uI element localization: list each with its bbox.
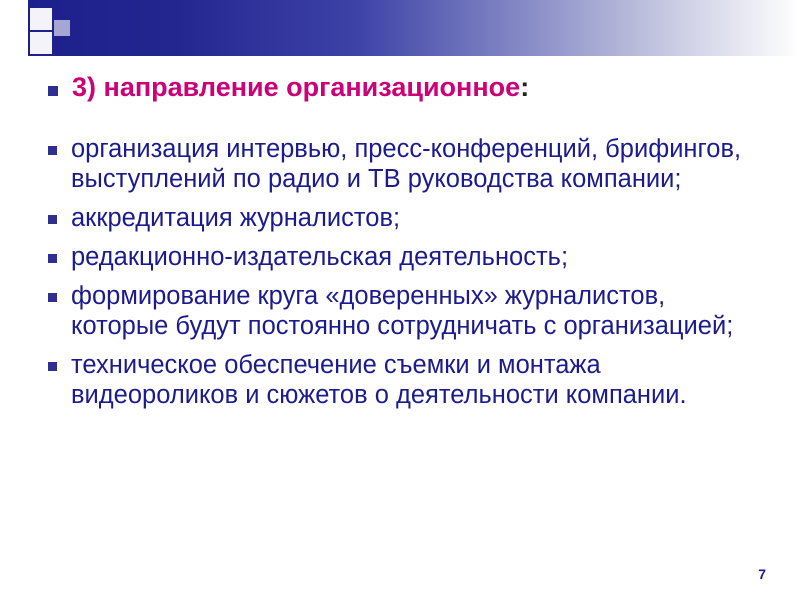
list-item-text: организация интервью, пресс-конференций, брифингов, выступлений по радио и ТВ руководства компании;: [71, 134, 742, 193]
list-item: [48, 242, 760, 272]
bullet-marker-icon: [48, 86, 58, 96]
list-item: [48, 134, 760, 194]
slide-title-row: [48, 72, 760, 104]
slide-title-main: 3) направление организационное: [72, 72, 521, 102]
bullet-marker-icon: [48, 215, 57, 224]
header-square-icon: [54, 20, 70, 36]
header-left-mask: [0, 0, 28, 56]
list-item: [48, 350, 760, 410]
slide-title-tail: :: [520, 72, 530, 102]
slide-title: [72, 72, 760, 104]
header-square-icon: [30, 8, 52, 30]
bullet-marker-icon: [48, 146, 57, 155]
page-number: 7: [758, 566, 766, 582]
list-item: [48, 281, 760, 341]
slide-content: [48, 72, 760, 419]
bullet-marker-icon: [48, 293, 57, 302]
header-decoration-band: [0, 0, 800, 56]
list-item-text: редакционно-издательская деятельность;: [71, 242, 569, 271]
bullet-marker-icon: [48, 254, 57, 263]
bullet-marker-icon: [48, 362, 57, 371]
list-item-text: аккредитация журналистов;: [71, 203, 401, 232]
list-item-text: техническое обеспечение съемки и монтажа видеороликов и сюжетов о деятельности компании.: [71, 351, 687, 410]
header-square-icon: [30, 32, 52, 54]
list-item: [48, 203, 760, 233]
list-item-text: формирование круга «доверенных» журналистов, которые будут постоянно сотрудничать с организацией;: [71, 281, 734, 340]
